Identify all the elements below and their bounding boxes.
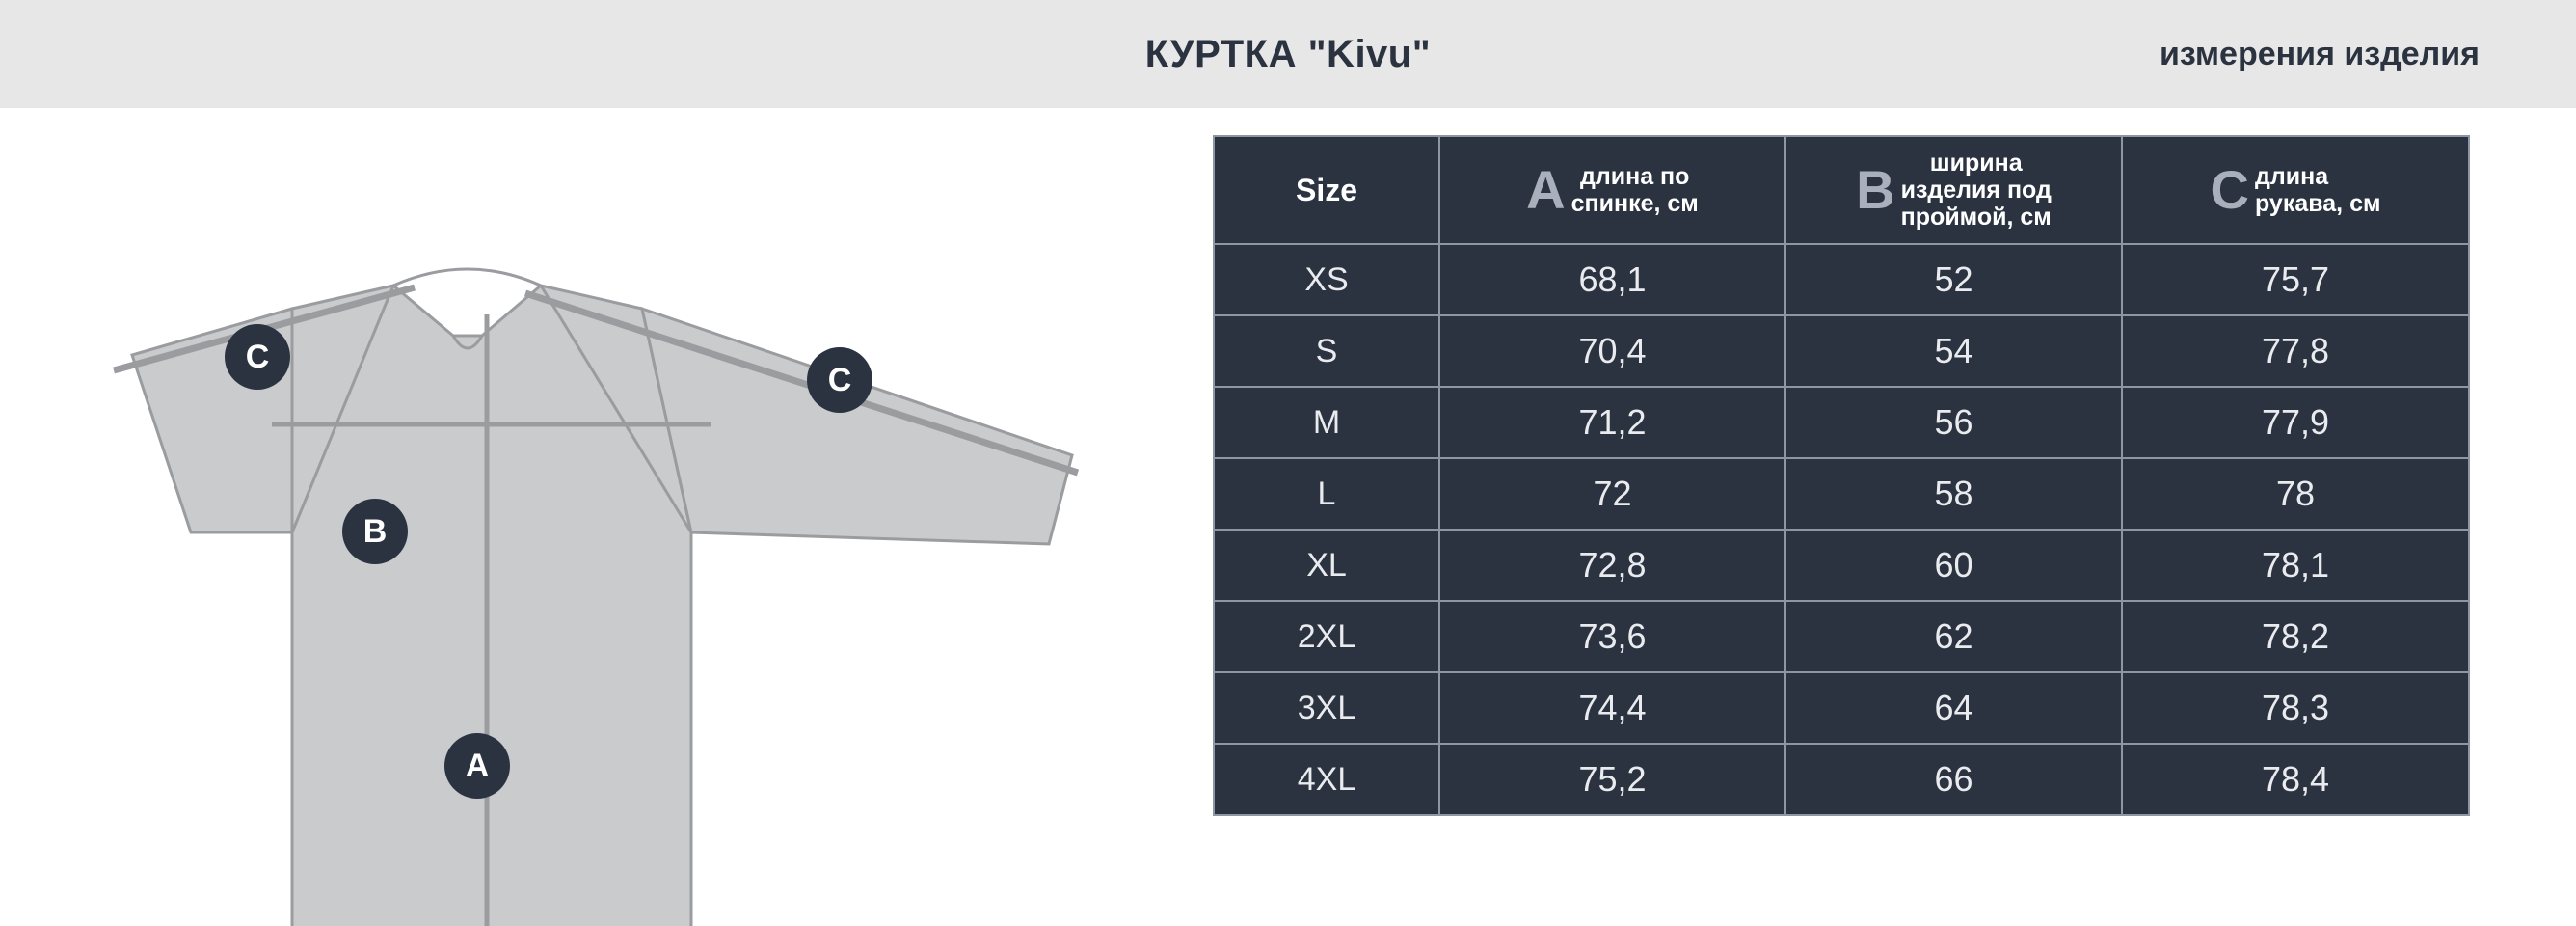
cell-c: 78,3 — [2122, 672, 2469, 744]
cell-c: 78,4 — [2122, 744, 2469, 815]
cell-c: 75,7 — [2122, 244, 2469, 315]
size-chart — [1213, 135, 2470, 816]
header-subtitle: измерения изделия — [2159, 36, 2480, 72]
cell-size: 4XL — [1214, 744, 1439, 815]
column-letter-c: C — [2210, 159, 2249, 220]
cell-a: 74,4 — [1439, 672, 1785, 744]
table-row — [1214, 458, 2469, 530]
table-row — [1214, 387, 2469, 458]
page-title: КУРТКА "Kivu" — [1144, 33, 1432, 75]
cell-b: 56 — [1785, 387, 2122, 458]
column-header-b-line2: изделия под — [1900, 177, 2052, 204]
cell-size: 3XL — [1214, 672, 1439, 744]
marker-a: A — [444, 733, 510, 799]
cell-b: 60 — [1785, 530, 2122, 601]
cell-c: 78,2 — [2122, 601, 2469, 672]
cell-size: S — [1214, 315, 1439, 387]
cell-a: 70,4 — [1439, 315, 1785, 387]
cell-b: 64 — [1785, 672, 2122, 744]
cell-b: 58 — [1785, 458, 2122, 530]
cell-size: M — [1214, 387, 1439, 458]
cell-c: 77,8 — [2122, 315, 2469, 387]
column-header-size — [1214, 136, 1439, 244]
table-header-row — [1214, 136, 2469, 244]
column-letter-a: A — [1526, 159, 1566, 220]
column-header-b — [1785, 136, 2122, 244]
marker-c-left: C — [225, 324, 290, 390]
column-header-c-line1: длина — [2254, 163, 2329, 190]
cell-size: XL — [1214, 530, 1439, 601]
column-header-c-line2: рукава, см — [2254, 190, 2381, 217]
column-letter-b: B — [1856, 159, 1895, 220]
column-header-a-line1: длина по — [1579, 163, 1690, 190]
column-header-a — [1439, 136, 1785, 244]
column-header-c — [2122, 136, 2469, 244]
table-row — [1214, 244, 2469, 315]
cell-a: 75,2 — [1439, 744, 1785, 815]
cell-a: 72,8 — [1439, 530, 1785, 601]
table-body — [1214, 244, 2469, 815]
size-table — [1213, 135, 2470, 816]
garment-illustration — [0, 108, 1205, 926]
column-header-size-label: Size — [1295, 172, 1358, 207]
cell-b: 66 — [1785, 744, 2122, 815]
cell-c: 78,1 — [2122, 530, 2469, 601]
cell-size: XS — [1214, 244, 1439, 315]
cell-a: 71,2 — [1439, 387, 1785, 458]
cell-c: 77,9 — [2122, 387, 2469, 458]
cell-b: 54 — [1785, 315, 2122, 387]
cell-a: 73,6 — [1439, 601, 1785, 672]
column-header-b-line1: ширина — [1929, 150, 2023, 177]
cell-b: 52 — [1785, 244, 2122, 315]
cell-a: 72 — [1439, 458, 1785, 530]
column-header-a-line2: спинке, см — [1570, 190, 1699, 217]
table-row — [1214, 744, 2469, 815]
cell-b: 62 — [1785, 601, 2122, 672]
table-row — [1214, 672, 2469, 744]
neckline — [393, 269, 541, 286]
cell-size: 2XL — [1214, 601, 1439, 672]
column-header-b-line3: проймой, см — [1900, 204, 2052, 231]
marker-c-right: C — [807, 347, 872, 413]
marker-b: B — [342, 499, 408, 564]
table-row — [1214, 315, 2469, 387]
table-head — [1214, 136, 2469, 244]
cell-a: 68,1 — [1439, 244, 1785, 315]
cell-size: L — [1214, 458, 1439, 530]
table-row — [1214, 601, 2469, 672]
cell-c: 78 — [2122, 458, 2469, 530]
table-row — [1214, 530, 2469, 601]
garment-body — [292, 286, 691, 926]
